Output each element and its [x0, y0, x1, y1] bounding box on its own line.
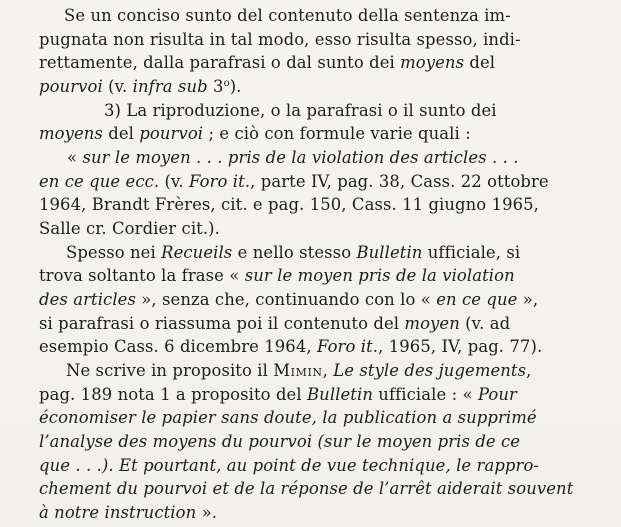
text-span-italic: Bulletin: [356, 242, 423, 262]
text-span-italic: sur le moyen pris de la violation: [244, 266, 515, 286]
text-line: [0, 195, 621, 215]
text-span: pag. 189 nota 1 a proposito del: [39, 384, 308, 404]
text-line: [0, 77, 621, 100]
text-span: (v.: [102, 77, 133, 96]
text-span: », senza che, continuando con lo «: [135, 290, 437, 309]
text-span: ufficiale : «: [373, 384, 478, 404]
text-span: , parte IV, pag. 38, Cass. 22 ottobre: [250, 171, 549, 191]
text-line: [0, 101, 621, 121]
text-line: [0, 6, 621, 26]
text-line: [0, 456, 621, 476]
text-span-italic: en ce que: [436, 290, 518, 309]
text-span-italic: infra sub: [132, 77, 208, 96]
text-span: ufficiale, si: [422, 242, 521, 262]
text-span-italic: pourvoi: [39, 77, 103, 96]
text-span: 3) La riproduzione, o la parafrasi o il sunto dei: [104, 100, 497, 120]
text-span-italic: moyens: [400, 53, 465, 73]
text-span: Ne scrive in proposito il: [66, 361, 274, 380]
text-span-italic: moyen: [404, 313, 460, 333]
text-span-italic: économiser le papier sans doute, la publication a supprimé: [39, 408, 537, 428]
text-line: [0, 243, 621, 263]
text-span-italic: sur le moyen . . . pris de la violation des articles . . .: [82, 148, 519, 167]
text-span: pugnata non risulta in tal modo, esso risulta spesso, indi-: [39, 29, 521, 49]
text-span: , 1965, IV, pag. 77).: [378, 337, 543, 357]
text-span-italic: l’analyse des moyens du pourvoi (sur le moyen pris de ce: [39, 432, 521, 451]
text-line: [0, 337, 621, 357]
text-line: [0, 172, 621, 192]
text-line: [0, 290, 621, 310]
text-span: 3: [207, 77, 224, 96]
superscript: o: [223, 78, 230, 89]
text-span: ,: [526, 361, 532, 380]
text-span: esempio Cass. 6 dicembre 1964,: [39, 337, 317, 357]
text-span: ).: [229, 77, 242, 96]
text-line: [0, 266, 621, 286]
text-span: (v.: [159, 171, 190, 191]
text-span-italic: des articles: [39, 290, 136, 309]
text-line: [0, 408, 621, 428]
text-span: del: [102, 124, 140, 144]
text-span: Se un conciso sunto del contenuto della sentenza im-: [64, 6, 511, 25]
text-span: rettamente, dalla parafrasi o dal sunto dei: [39, 53, 401, 73]
text-span: «: [67, 148, 83, 167]
text-span-italic: que . . .). Et pourtant, au point de vue technique, le rappro-: [39, 455, 540, 475]
text-span: ,: [322, 361, 334, 380]
author-name: Mimin: [273, 361, 323, 380]
text-line: [0, 148, 621, 168]
text-line: [0, 385, 621, 405]
book-title: Le style des jugements: [333, 361, 527, 380]
text-line: [0, 432, 621, 452]
text-line: [0, 219, 621, 239]
text-span-italic: pourvoi: [139, 124, 204, 144]
text-line: [0, 314, 621, 334]
text-line: [0, 361, 621, 381]
text-span: ; e ciò con formule varie quali :: [203, 124, 471, 144]
text-span: trova soltanto la frase «: [39, 266, 245, 286]
text-span-italic: Bulletin: [307, 384, 373, 404]
text-span: e nello stesso: [232, 242, 357, 262]
text-span: ».: [196, 503, 218, 522]
text-span: (v. ad: [459, 313, 511, 333]
text-line: [0, 53, 621, 73]
text-span-italic: moyens: [39, 124, 103, 144]
text-span-italic: en ce que ecc.: [39, 171, 160, 191]
text-span-italic: à notre instruction: [39, 503, 197, 522]
text-line: [0, 30, 621, 50]
text-span-italic: Recueils: [161, 242, 233, 262]
text-line: [0, 479, 621, 499]
text-span-italic: Foro it.: [317, 337, 379, 357]
text-span: del: [464, 53, 496, 73]
text-span: Salle cr. Cordier cit.).: [39, 219, 220, 238]
text-span-italic: Foro it.: [189, 171, 251, 191]
text-span-italic: chement du pourvoi et de la réponse de l’arrêt aiderait souvent: [39, 479, 574, 499]
text-span-italic: Pour: [477, 384, 517, 404]
text-span: 1964, Brandt Frères, cit. e pag. 150, Cass. 11 giugno 1965,: [39, 195, 539, 215]
text-line: [0, 124, 621, 144]
text-line: [0, 503, 621, 523]
text-span: si parafrasi o riassuma poi il contenuto del: [39, 313, 405, 333]
text-span: Spesso nei: [66, 242, 162, 262]
text-span: »,: [517, 290, 539, 309]
